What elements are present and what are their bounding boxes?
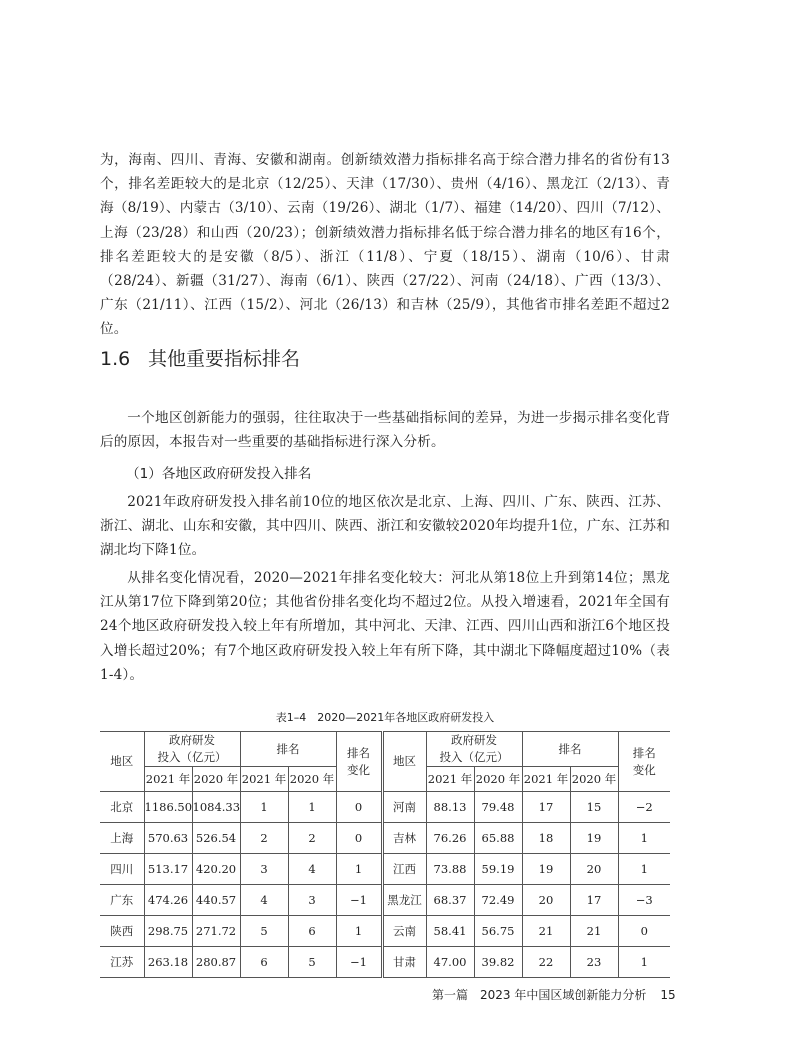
cell-region: 江苏 [100,947,144,978]
cell-region: 黑龙江 [382,885,426,916]
header-rank-2020: 2020 年 [570,767,618,792]
cell-rank-2020: 1 [288,792,336,823]
cell-region: 广东 [100,885,144,916]
header-rank-change-line2: 变化 [632,762,656,777]
cell-inv-2020: 72.49 [474,885,522,916]
cell-rank-change: 1 [336,916,382,947]
cell-rank-change: 1 [618,947,670,978]
header-inv-2021: 2021 年 [144,767,192,792]
cell-inv-2020: 271.72 [192,916,240,947]
header-rank: 排名 [522,732,618,767]
paragraph-1: 一个地区创新能力的强弱，往往取决于一些基础指标间的差异，为进一步揭示排名变化背后的原因，本报告对一些重要的基础指标进行深入分析。 [100,410,670,451]
cell-rank-2020: 2 [288,823,336,854]
table-row [100,854,670,885]
header-rank-change-line1: 排名 [632,745,656,760]
footer-text: 第一篇 2023 年中国区域创新能力分析 [432,988,647,1002]
cell-inv-2021: 47.00 [426,947,474,978]
header-inv-2021: 2021 年 [426,767,474,792]
cell-rank-2021: 17 [522,792,570,823]
cell-rank-2020: 15 [570,792,618,823]
header-investment-line1: 政府研发 [451,733,497,747]
section-heading [100,344,300,371]
header-investment-line2: 投入（亿元） [439,750,509,764]
cell-inv-2020: 56.75 [474,916,522,947]
cell-region: 河南 [382,792,426,823]
cell-inv-2021: 513.17 [144,854,192,885]
paragraph-3: 从排名变化情况看，2020—2021年排名变化较大：河北从第18位上升到第14位；黑龙江从第17位下降到第20位；其他省份排名变化均不超过2位。从投入增速看，2021年全国有24个地区政府研发投入较上年有所增加，其中河北、天津、江西、四川山西和浙江6个地区投入增长超过20%；有7个地区政府研发投入较上年有所下降，其中湖北下降幅度超过10%（表1-4）。 [100,570,670,683]
cell-inv-2021: 73.88 [426,854,474,885]
cell-rank-2020: 21 [570,916,618,947]
cell-region: 陕西 [100,916,144,947]
cell-inv-2021: 88.13 [426,792,474,823]
cell-rank-2021: 2 [240,823,288,854]
cell-rank-2020: 4 [288,854,336,885]
cell-inv-2021: 68.37 [426,885,474,916]
cell-inv-2020: 59.19 [474,854,522,885]
cell-rank-change: −1 [336,947,382,978]
cell-inv-2021: 58.41 [426,916,474,947]
cell-inv-2020: 440.57 [192,885,240,916]
cell-inv-2020: 39.82 [474,947,522,978]
gov-rd-table [100,731,670,978]
cell-rank-2021: 21 [522,916,570,947]
cell-inv-2021: 474.26 [144,885,192,916]
cell-inv-2020: 79.48 [474,792,522,823]
table-caption: 表1–4 2020—2021年各地区政府研发投入 [275,711,495,724]
table-row [100,823,670,854]
cell-inv-2021: 570.63 [144,823,192,854]
cell-region: 四川 [100,854,144,885]
cell-inv-2020: 1084.33 [192,792,240,823]
paragraph-2: 2021年政府研发投入排名前10位的地区依次是北京、上海、四川、广东、陕西、江苏、浙江、湖北、山东和安徽，其中四川、陕西、浙江和安徽较2020年均提升1位，广东、江苏和湖北均下降1位。 [100,494,670,559]
cell-rank-change: 0 [336,823,382,854]
header-rank-change-line1: 排名 [347,745,370,760]
table-row [100,885,670,916]
cell-rank-change: −2 [618,792,670,823]
table-row [100,916,670,947]
cell-rank-2020: 19 [570,823,618,854]
cell-rank-2021: 22 [522,947,570,978]
cell-rank-2021: 18 [522,823,570,854]
header-rank-2021: 2021 年 [522,767,570,792]
cell-rank-2021: 6 [240,947,288,978]
header-rank-2021: 2021 年 [240,767,288,792]
paragraph-intro-continued: 为，海南、四川、青海、安徽和湖南。创新绩效潜力指标排名高于综合潜力排名的省份有13个，排名差距较大的是北京（12/25）、天津（17/30）、贵州（4/16）、黑龙江（2/13）、青海（8/19）、内蒙古（3/10）、云南（19/26）、湖北（1/7）、福建（14/20）、四川（7/12）、上海（23/28）和山西（20/23）；创新绩效潜力指标排名低于综合潜力排名的地区有16个，排名差距较大的是安徽（8/5）、浙江（11/8）、宁夏（18/15）、湖南（10/6）、甘肃（28/24）、新疆（31/27）、海南（6/1）、陕西（27/22）、河南（24/18）、广西（13/3）、广东（21/11）、江西（15/2）、河北（26/13）和吉林（25/9），其他省市排名差距不超过2位。 [100,152,670,338]
table-row [100,792,670,823]
header-investment [426,732,522,767]
header-investment-line2: 投入（亿元） [157,750,227,764]
cell-rank-2021: 20 [522,885,570,916]
header-rank-change [618,732,670,792]
header-rank-change-line2: 变化 [347,762,370,777]
cell-region: 上海 [100,823,144,854]
header-region: 地区 [382,732,426,792]
cell-rank-change: −3 [618,885,670,916]
cell-rank-change: 1 [336,854,382,885]
cell-rank-2020: 17 [570,885,618,916]
cell-rank-2021: 5 [240,916,288,947]
header-inv-2020: 2020 年 [192,767,240,792]
header-rank-change [336,732,382,792]
cell-inv-2020: 65.88 [474,823,522,854]
cell-rank-2020: 6 [288,916,336,947]
cell-region: 云南 [382,916,426,947]
cell-rank-2020: 20 [570,854,618,885]
cell-rank-2021: 3 [240,854,288,885]
cell-region: 吉林 [382,823,426,854]
cell-inv-2020: 280.87 [192,947,240,978]
cell-rank-change: 0 [618,916,670,947]
header-investment-line1: 政府研发 [169,733,215,747]
cell-inv-2021: 263.18 [144,947,192,978]
cell-inv-2021: 1186.50 [144,792,192,823]
header-inv-2020: 2020 年 [474,767,522,792]
cell-inv-2020: 526.54 [192,823,240,854]
cell-region: 甘肃 [382,947,426,978]
cell-rank-2020: 3 [288,885,336,916]
cell-rank-2020: 5 [288,947,336,978]
section-title: 其他重要指标排名 [148,348,301,370]
page-footer [432,986,676,1003]
cell-rank-2020: 23 [570,947,618,978]
page-number: 15 [660,988,676,1002]
cell-rank-change: 1 [618,854,670,885]
section-number: 1.6 [100,348,131,370]
header-rank: 排名 [240,732,336,767]
cell-inv-2021: 76.26 [426,823,474,854]
cell-rank-change: 1 [618,823,670,854]
cell-region: 北京 [100,792,144,823]
cell-rank-2021: 19 [522,854,570,885]
header-region: 地区 [100,732,144,792]
cell-rank-change: −1 [336,885,382,916]
table-row [100,947,670,978]
cell-inv-2020: 420.20 [192,854,240,885]
header-rank-2020: 2020 年 [288,767,336,792]
cell-rank-2021: 4 [240,885,288,916]
subheading-gov-rd: （1）各地区政府研发投入排名 [126,466,312,482]
cell-rank-change: 0 [336,792,382,823]
cell-rank-2021: 1 [240,792,288,823]
cell-region: 江西 [382,854,426,885]
cell-inv-2021: 298.75 [144,916,192,947]
header-investment [144,732,240,767]
